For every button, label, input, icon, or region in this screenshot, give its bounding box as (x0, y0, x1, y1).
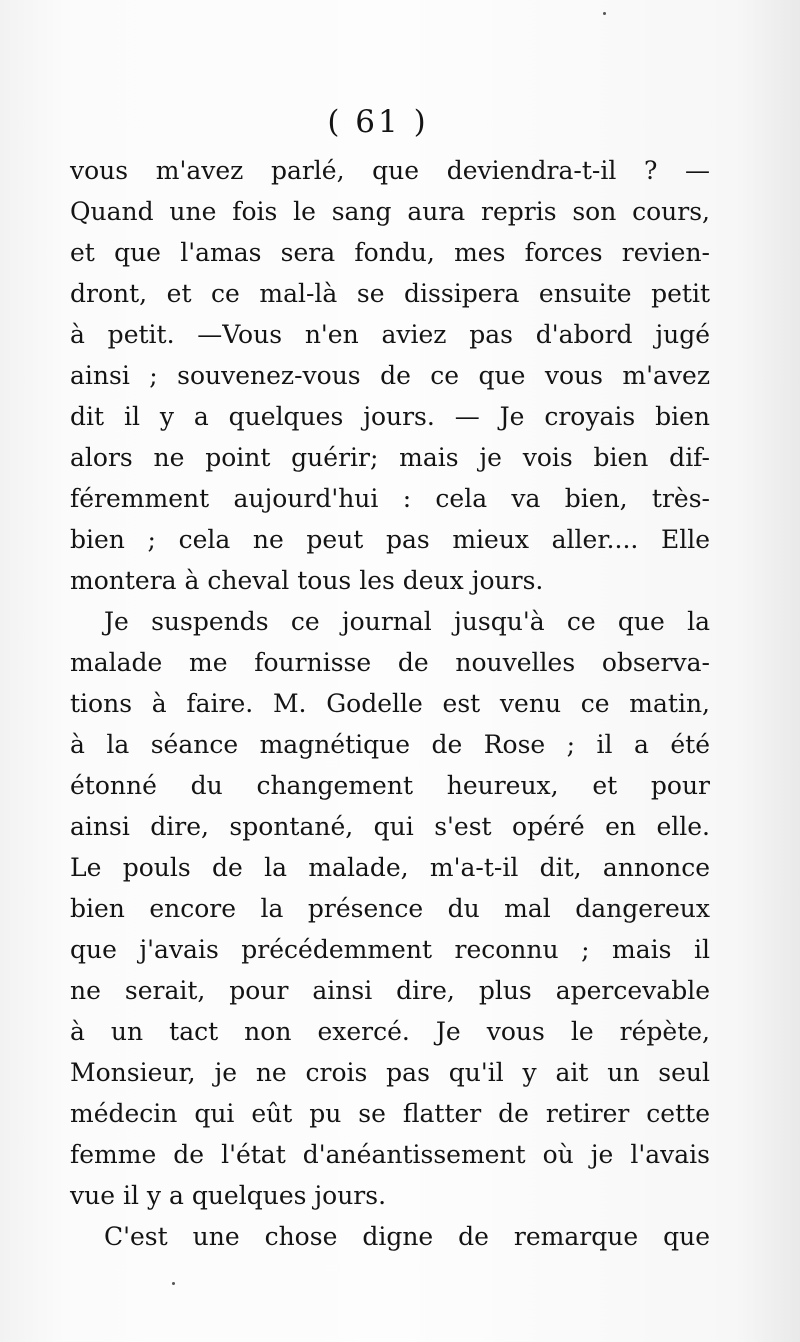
text-line: à petit. —Vous n'en aviez pas d'abord jugé (70, 320, 710, 349)
text-line: médecin qui eût pu se flatter de retirer cette (70, 1099, 710, 1128)
text-line: dit il y a quelques jours. — Je croyais bien (70, 402, 710, 431)
text-line: vue il y a quelques jours. (70, 1181, 387, 1210)
text-line: tions à faire. M. Godelle est venu ce matin, (70, 689, 710, 718)
ink-speck (603, 12, 606, 15)
text-line: malade me fournisse de nouvelles observa- (70, 648, 710, 677)
ink-speck (172, 1282, 175, 1285)
text-line: Je suspends ce journal jusqu'à ce que la (104, 607, 710, 636)
text-line: dront, et ce mal-là se dissipera ensuite petit (70, 279, 710, 308)
text-line: Le pouls de la malade, m'a-t-il dit, annonce (70, 853, 710, 882)
text-line: Monsieur, je ne crois pas qu'il y ait un seul (70, 1058, 710, 1087)
text-line: vous m'avez parlé, que deviendra-t-il ? — (70, 156, 710, 185)
text-line: bien ; cela ne peut pas mieux aller.... Elle (70, 525, 710, 554)
text-line: ainsi dire, spontané, qui s'est opéré en elle. (70, 812, 710, 841)
text-line: à la séance magnétique de Rose ; il a été (70, 730, 710, 759)
text-line: Quand une fois le sang aura repris son cours, (70, 197, 710, 226)
text-line: à un tact non exercé. Je vous le répète, (70, 1017, 710, 1046)
text-line: alors ne point guérir; mais je vois bien dif- (70, 443, 710, 472)
text-line: féremment aujourd'hui : cela va bien, très- (70, 484, 710, 513)
text-line: et que l'amas sera fondu, mes forces revien- (70, 238, 710, 267)
page-number: ( 61 ) (327, 104, 429, 140)
text-line: bien encore la présence du mal dangereux (70, 894, 710, 923)
body-text (70, 150, 710, 1257)
text-line: ainsi ; souvenez-vous de ce que vous m'avez (70, 361, 710, 390)
text-line: ne serait, pour ainsi dire, plus apercevable (70, 976, 710, 1005)
text-line: femme de l'état d'anéantissement où je l'avais (70, 1140, 710, 1169)
text-line: C'est une chose digne de remarque que (104, 1222, 710, 1251)
text-line: étonné du changement heureux, et pour (70, 771, 710, 800)
text-line: que j'avais précédemment reconnu ; mais il (70, 935, 710, 964)
text-line: montera à cheval tous les deux jours. (70, 566, 544, 595)
